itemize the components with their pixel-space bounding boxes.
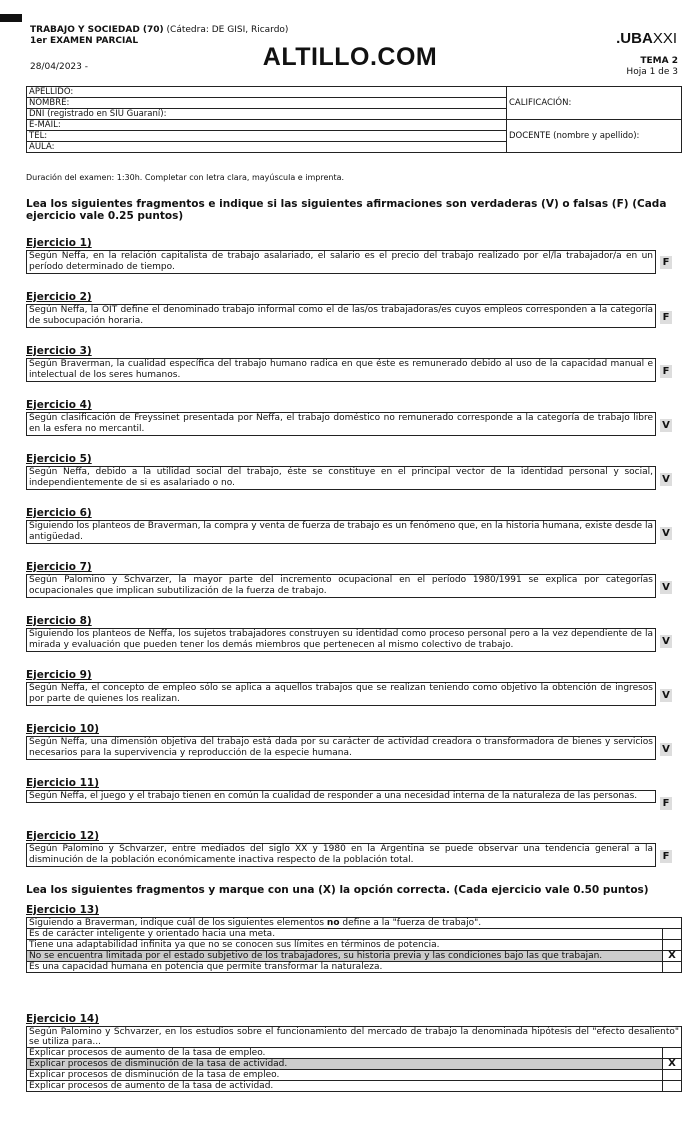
email-field[interactable]: E-MAIL: <box>27 120 507 131</box>
exercise-title: Ejercicio 10) <box>26 723 99 735</box>
option-mark[interactable] <box>663 1070 682 1081</box>
calificacion-field[interactable]: CALIFICACIÓN: <box>507 87 682 120</box>
option-row[interactable] <box>27 929 682 940</box>
exercise-title: Ejercicio 1) <box>26 237 92 249</box>
exercise-statement: Según Palomino y Schvarzer, la mayor parte del incremento ocupacional en el período 1980/1991 se explica por categorías ocupacionales que implican subutilización de la fuerza de trabajo. <box>26 574 656 598</box>
option-row[interactable] <box>27 1048 682 1059</box>
exercise-title: Ejercicio 14) <box>26 1013 99 1025</box>
answer-box[interactable]: F <box>660 256 672 269</box>
q13-bold: no <box>326 918 340 928</box>
exercise-title: Ejercicio 3) <box>26 345 92 357</box>
course-name: TRABAJO Y SOCIEDAD (70) <box>30 25 164 35</box>
exercise-title: Ejercicio 8) <box>26 615 92 627</box>
exercise-statement: Siguiendo los planteos de Neffa, los sujetos trabajadores construyen su identidad como proceso personal pero a la vez dependiente de la mirada y evaluación que pueden tener los demás miembros que pertenecen al mismo colectivo de trabajo. <box>26 628 656 652</box>
exercise-title: Ejercicio 2) <box>26 291 92 303</box>
exam-date: 28/04/2023 - <box>30 62 88 72</box>
site-watermark: ALTILLO.COM <box>262 43 438 71</box>
option-mark[interactable]: X <box>663 1059 682 1070</box>
option-text: Explicar procesos de disminución de la tasa de empleo. <box>27 1070 663 1081</box>
answer-box[interactable]: F <box>660 311 672 324</box>
option-row-selected[interactable] <box>27 1059 682 1070</box>
option-text: Explicar procesos de aumento de la tasa de actividad. <box>27 1081 663 1092</box>
exercise-title: Ejercicio 6) <box>26 507 92 519</box>
student-id-table <box>26 86 682 153</box>
option-row[interactable] <box>27 1081 682 1092</box>
exercise-statement: Siguiendo los planteos de Braverman, la compra y venta de fuerza de trabajo es un fenómeno que, en la historia humana, existe desde la antigüedad. <box>26 520 656 544</box>
exercise-statement: Según Neffa, el concepto de empleo sólo se aplica a aquellos trabajos que se realizan teniendo como objetivo la obtención de ingresos por parte de quienes los realizan. <box>26 682 656 706</box>
uba-logo-rest: XXI <box>652 30 677 47</box>
exercise-title: Ejercicio 4) <box>26 399 92 411</box>
exercise14-table <box>26 1026 682 1092</box>
answer-box[interactable]: V <box>660 743 672 756</box>
option-text: Explicar procesos de aumento de la tasa de empleo. <box>27 1048 663 1059</box>
hoja-label: Hoja 1 de 3 <box>626 67 678 77</box>
exercise-statement: Según Braverman, la cualidad específica del trabajo humano radica en que éste es remunerado debido al uso de la capacidad manual e intelectual de los seres humanos. <box>26 358 656 382</box>
answer-box[interactable]: V <box>660 527 672 540</box>
duration-note: Duración del examen: 1:30h. Completar con letra clara, mayúscula e imprenta. <box>26 173 345 182</box>
exercise-title: Ejercicio 11) <box>26 777 99 789</box>
option-mark[interactable] <box>663 940 682 951</box>
option-mark[interactable] <box>663 1048 682 1059</box>
exam-type: 1er EXAMEN PARCIAL <box>30 36 139 46</box>
exercise14-question: Según Palomino y Schvarzer, en los estudios sobre el funcionamiento del mercado de trabajo la denominada hipótesis del "efecto desaliento" se utiliza para... <box>27 1027 682 1048</box>
answer-box[interactable]: F <box>660 850 672 863</box>
option-text: Tiene una adaptabilidad infinita ya que no se conocen sus límites en términos de potencia. <box>27 940 663 951</box>
section1-instruction: Lea los siguientes fragmentos e indique si las siguientes afirmaciones son verdaderas (V) o falsas (F) (Cada ejercicio vale 0.25 puntos) <box>26 198 667 222</box>
answer-box[interactable]: F <box>660 797 672 810</box>
answer-box[interactable]: V <box>660 689 672 702</box>
exercise-title: Ejercicio 12) <box>26 830 99 842</box>
tel-field[interactable]: TEL: <box>27 131 507 142</box>
option-mark[interactable]: X <box>663 951 682 962</box>
option-mark[interactable] <box>663 962 682 973</box>
option-text: Es una capacidad humana en potencia que permite transformar la naturaleza. <box>27 962 663 973</box>
option-row[interactable] <box>27 1070 682 1081</box>
dni-field[interactable]: DNI (registrado en SIU Guaraní): <box>27 109 507 120</box>
uba-logo <box>616 30 677 47</box>
answer-box[interactable]: F <box>660 365 672 378</box>
answer-box[interactable]: V <box>660 473 672 486</box>
exercise-title: Ejercicio 9) <box>26 669 92 681</box>
answer-box[interactable]: V <box>660 581 672 594</box>
exercise-statement: Según Palomino y Schvarzer, entre mediados del siglo XX y 1980 en la Argentina se puede observar una tendencia general a la disminución de la población económicamente inactiva respecto de la población total. <box>26 843 656 867</box>
option-text: No se encuentra limitada por el estado subjetivo de los trabajadores, su historia previa y las condiciones bajo las que trabajan. <box>27 951 663 962</box>
option-mark[interactable] <box>663 1081 682 1092</box>
exercise-statement: Según Neffa, en la relación capitalista de trabajo asalariado, el salario es el precio del trabajo realizado por el/la trabajador/a en un período determinado de tiempo. <box>26 250 656 274</box>
option-text: Explicar procesos de disminución de la tasa de actividad. <box>27 1059 663 1070</box>
exercise-title: Ejercicio 7) <box>26 561 92 573</box>
exercise-statement: Según Neffa, una dimensión objetiva del trabajo está dada por su carácter de actividad creadora o transformadora de bienes y servicios necesarios para la supervivencia y reproducción de la especie humana. <box>26 736 656 760</box>
q13-pre: Siguiendo a Braverman, indique cuál de los siguientes elementos <box>29 918 327 928</box>
exercise-statement: Según clasificación de Freyssinet presentada por Neffa, el trabajo doméstico no remunerado corresponde a la categoría de trabajo libre en la esfera no mercantil. <box>26 412 656 436</box>
apellido-field[interactable]: APELLIDO: <box>27 87 507 98</box>
option-row[interactable] <box>27 940 682 951</box>
answer-box[interactable]: V <box>660 635 672 648</box>
aula-field[interactable]: AULA: <box>27 142 507 153</box>
docente-field[interactable]: DOCENTE (nombre y apellido): <box>507 120 682 153</box>
q13-post: define a la "fuerza de trabajo". <box>339 918 482 928</box>
exercise-statement: Según Neffa, el juego y el trabajo tienen en común la cualidad de responder a una necesidad interna de la naturaleza de las personas. <box>26 790 656 803</box>
exercise13-table <box>26 917 682 973</box>
answer-box[interactable]: V <box>660 419 672 432</box>
exercise-title: Ejercicio 5) <box>26 453 92 465</box>
tema-label: TEMA 2 <box>640 56 678 66</box>
corner-mark <box>0 14 22 22</box>
option-mark[interactable] <box>663 929 682 940</box>
exercise-statement: Según Neffa, debido a la utilidad social del trabajo, éste se constituye en el principal vector de la identidad personal y social, independientemente de si es asalariado o no. <box>26 466 656 490</box>
exercise13-question <box>27 918 682 929</box>
exercise-statement: Según Neffa, la OIT define el denominado trabajo informal como el de las/os trabajadoras/es cuyos empleos corresponden a la categoría de subocupación horaria. <box>26 304 656 328</box>
nombre-field[interactable]: NOMBRE: <box>27 98 507 109</box>
uba-logo-bold: .UBA <box>616 30 653 47</box>
option-text: Es de carácter inteligente y orientado hacia una meta. <box>27 929 663 940</box>
option-row[interactable] <box>27 962 682 973</box>
option-row-selected[interactable] <box>27 951 682 962</box>
tema-block <box>626 56 678 78</box>
section2-instruction: Lea los siguientes fragmentos y marque con una (X) la opción correcta. (Cada ejercicio vale 0.50 puntos) <box>26 884 649 896</box>
catedra: (Cátedra: DE GISI, Ricardo) <box>166 25 289 35</box>
exercise-title: Ejercicio 13) <box>26 904 99 916</box>
